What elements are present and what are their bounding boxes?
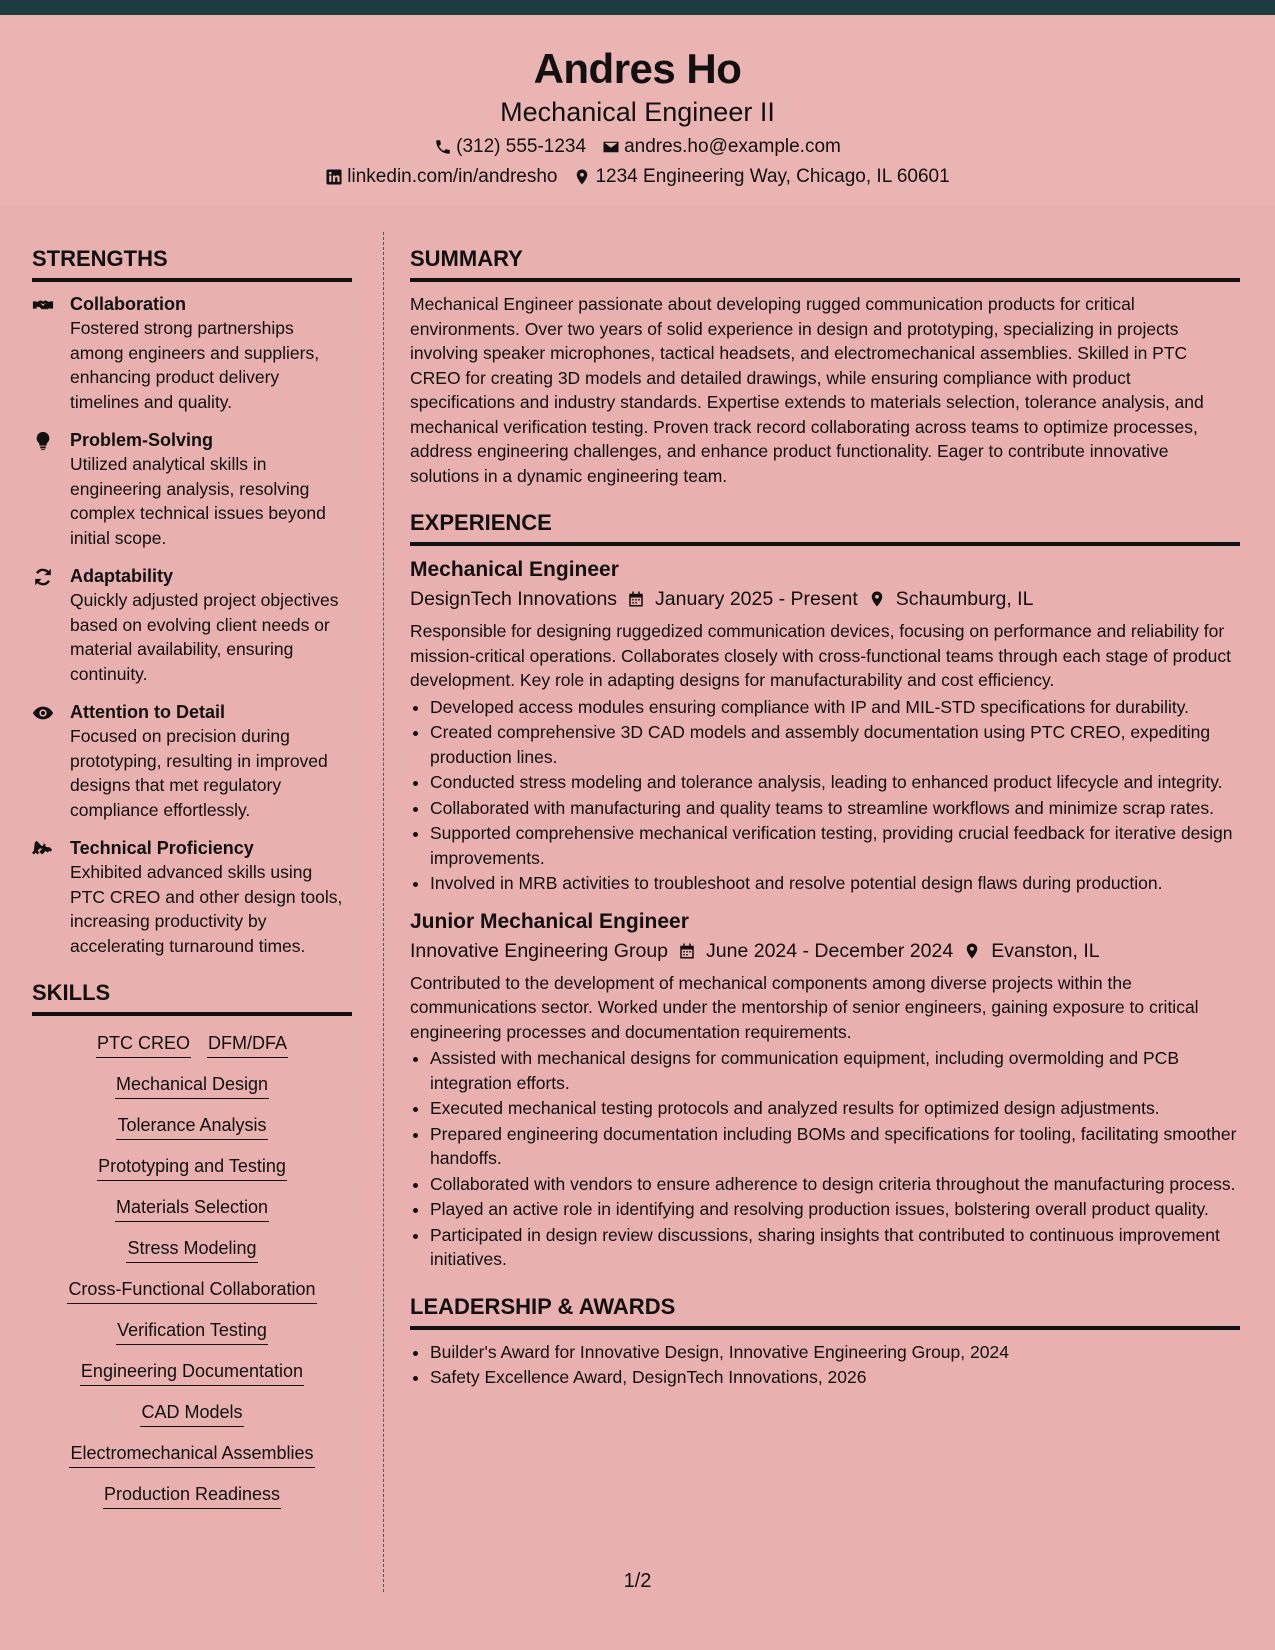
strength-desc: Fostered strong partnerships among engineers and suppliers, enhancing product delivery timelines and quality. [70, 318, 320, 412]
list-item: • Participated in design review discussions, sharing insights that contributed to continuous improvement initiatives. [430, 1223, 1240, 1272]
job-bullets [410, 695, 1240, 896]
strength-title: Attention to Detail [70, 702, 225, 722]
job-location: Evanston, IL [991, 939, 1100, 962]
skill-tag: Mechanical Design [115, 1072, 269, 1099]
candidate-name: Andres Ho [533, 45, 742, 92]
summary-heading: SUMMARY [410, 244, 1240, 282]
resume-header [0, 15, 1275, 205]
skill-tag: Prototyping and Testing [97, 1154, 287, 1181]
phone-icon [434, 138, 452, 156]
strengths-heading: STRENGTHS [32, 244, 352, 282]
job-bullets [410, 1046, 1240, 1272]
strength-desc: Focused on precision during prototyping, resulting in improved designs that met regulatory compliance effortlessly. [70, 726, 328, 820]
job-meta [410, 585, 1240, 613]
list-item: • Supported comprehensive mechanical verification testing, providing crucial feedback for iterative design improvements. [430, 821, 1240, 870]
job-meta [410, 937, 1240, 965]
list-item: • Assisted with mechanical designs for communication equipment, including overmolding and PCB integration efforts. [430, 1046, 1240, 1095]
linkedin-icon [325, 168, 343, 186]
calendar-icon [627, 590, 645, 608]
skill-tag: Materials Selection [115, 1195, 269, 1222]
list-item: • Executed mechanical testing protocols and analyzed results for optimized design adjustments. [430, 1096, 1240, 1121]
skill-tag: Cross-Functional Collaboration [67, 1277, 316, 1304]
strength-item [32, 836, 352, 958]
list-item: • Collaborated with vendors to ensure adherence to design criteria throughout the manufacturing process. [430, 1172, 1240, 1197]
skill-tag: PTC CREO [96, 1031, 191, 1058]
job-entry [410, 908, 1240, 1272]
skills-heading: SKILLS [32, 978, 352, 1016]
strength-desc: Quickly adjusted project objectives based on evolving client needs or material availability, ensuring continuity. [70, 590, 339, 684]
job-description: Contributed to the development of mechanical components among diverse projects within the communications sector. Worked under the mentorship of senior engineers, gaining exposure to critical engineering processes and documentation requirements. [410, 972, 1199, 1042]
company-name: DesignTech Innovations [410, 588, 618, 610]
address-contact [573, 165, 949, 189]
candidate-title: Mechanical Engineer II [500, 97, 775, 127]
list-item: • Involved in MRB activities to troubleshoot and resolve potential design flaws during production. [430, 871, 1240, 896]
list-item: • Played an active role in identifying and resolving production issues, bolstering overall product quality. [430, 1197, 1240, 1222]
awards-heading: LEADERSHIP & AWARDS [410, 1292, 1240, 1330]
summary-text: Mechanical Engineer passionate about developing rugged communication products for critical environments. Over two years of solid experience in design and prototyping, specializing in projects involving speaker microphones, tactical headsets, and electromechanical assemblies. Skilled in PTC CREO for creating 3D models and detailed drawings, while ensuring compliance with product specifications and industry standards. Expertise extends to materials selection, tolerance analysis, and mechanical verification testing. Proven track record collaborating across teams to optimize processes, address engineering challenges, and enhance product functionality. Eager to contribute innovative solutions in a dynamic engineering team. [410, 294, 1204, 486]
strength-title: Adaptability [70, 566, 174, 586]
linkedin-contact[interactable] [325, 165, 557, 189]
job-description: Responsible for designing ruggedized communication devices, focusing on performance and reliability for mission-critical operations. Collaborates closely with cross-functional teams through each stage of product development. Key role in adapting designs for manufacturability and cost efficiency. [410, 621, 1231, 690]
list-item: • Builder's Award for Innovative Design, Innovative Engineering Group, 2024 [430, 1340, 1240, 1365]
skill-tag: Engineering Documentation [80, 1359, 304, 1386]
map-marker-icon [963, 942, 981, 960]
tools-icon [32, 838, 54, 860]
skill-tag: DFM/DFA [207, 1031, 288, 1058]
awards-list [410, 1340, 1240, 1390]
eye-icon [32, 702, 54, 724]
calendar-icon [678, 942, 696, 960]
list-item: • Conducted stress modeling and tolerance analysis, leading to enhanced product lifecycle and integrity. [430, 770, 1240, 795]
skill-tag: Electromechanical Assemblies [69, 1441, 314, 1468]
skills-list [32, 1026, 352, 1518]
handshake-icon [32, 294, 54, 316]
experience-heading: EXPERIENCE [410, 508, 1240, 546]
map-marker-icon [573, 168, 591, 186]
sync-icon [32, 566, 54, 588]
email-text: andres.ho@example.com [624, 136, 841, 157]
job-dates: January 2025 - Present [655, 588, 858, 610]
skill-tag: Tolerance Analysis [116, 1113, 267, 1140]
strength-item [32, 292, 352, 414]
skill-tag: Production Readiness [103, 1482, 281, 1509]
strength-item [32, 700, 352, 822]
contact-row-2 [0, 165, 1275, 189]
strength-desc: Exhibited advanced skills using PTC CREO and other design tools, increasing productivity by accelerating turnaround times. [70, 862, 343, 956]
left-column [32, 244, 352, 1518]
strength-item [32, 564, 352, 686]
top-accent-bar [0, 0, 1275, 15]
skill-tag: Verification Testing [116, 1318, 268, 1345]
map-marker-icon [868, 590, 886, 608]
skill-tag: CAD Models [140, 1400, 243, 1427]
list-item: • Developed access modules ensuring compliance with IP and MIL-STD specifications for durability. [430, 695, 1240, 720]
job-title: Mechanical Engineer [410, 558, 619, 581]
column-divider [383, 232, 384, 1592]
job-location: Schaumburg, IL [895, 588, 1034, 610]
list-item: • Safety Excellence Award, DesignTech Innovations, 2026 [430, 1365, 1240, 1390]
page-number: 1/2 [623, 1570, 652, 1592]
company-name: Innovative Engineering Group [410, 939, 669, 962]
list-item: • Created comprehensive 3D CAD models and assembly documentation using PTC CREO, expediting production lines. [430, 720, 1240, 769]
strength-title: Technical Proficiency [70, 838, 254, 858]
email-contact[interactable] [602, 135, 841, 159]
strength-title: Collaboration [70, 294, 186, 314]
envelope-icon [602, 138, 620, 156]
list-item: • Prepared engineering documentation including BOMs and specifications for tooling, facilitating smoother handoffs. [430, 1122, 1240, 1171]
job-entry [410, 556, 1240, 896]
job-title: Junior Mechanical Engineer [410, 909, 689, 933]
linkedin-text: linkedin.com/in/andresho [347, 166, 558, 187]
phone-text: (312) 555-1234 [456, 136, 587, 157]
phone-contact[interactable] [434, 135, 586, 159]
right-column [410, 244, 1240, 1402]
strength-desc: Utilized analytical skills in engineering analysis, resolving complex technical issues beyond initial scope. [70, 454, 326, 548]
lightbulb-icon [32, 430, 54, 452]
strength-title: Problem-Solving [70, 430, 214, 450]
job-dates: June 2024 - December 2024 [706, 939, 954, 962]
skill-tag: Stress Modeling [126, 1236, 257, 1263]
strength-item [32, 428, 352, 550]
contact-row-1 [0, 135, 1275, 159]
address-text: 1234 Engineering Way, Chicago, IL 60601 [595, 166, 950, 187]
list-item: • Collaborated with manufacturing and quality teams to streamline workflows and minimize scrap rates. [430, 796, 1240, 821]
